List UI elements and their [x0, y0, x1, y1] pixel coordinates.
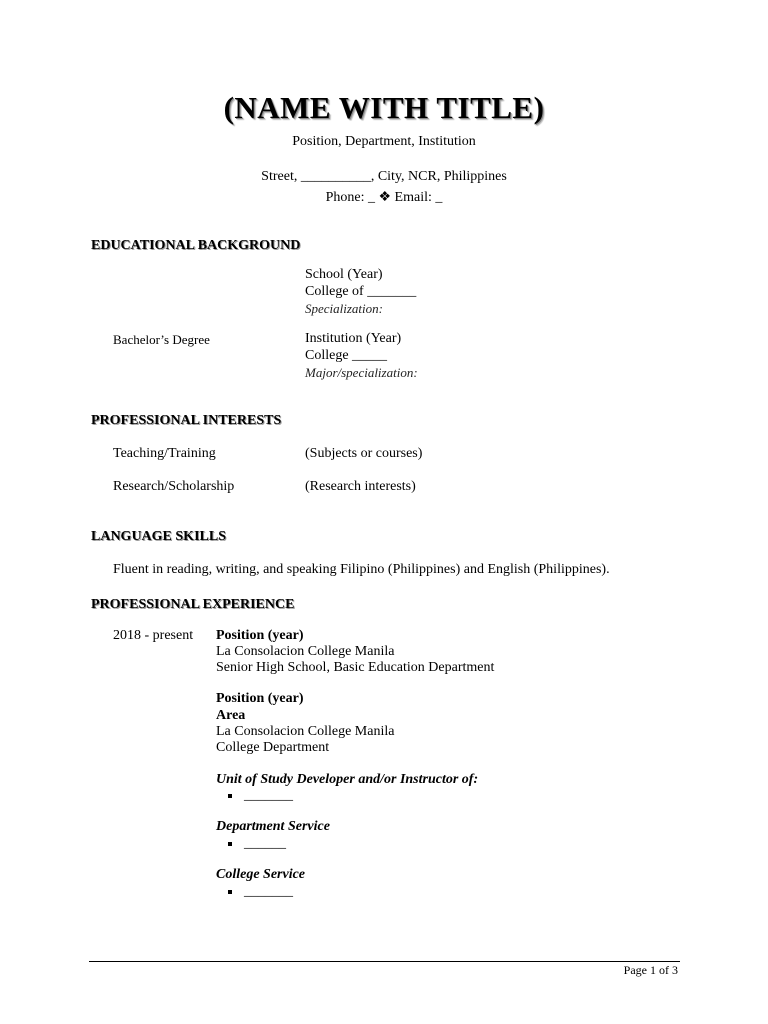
page-number: Page 1 of 3 [623, 963, 678, 977]
contact-line: Phone: _ ❖ Email: _ [325, 190, 443, 205]
education-school-2: Institution (Year) [305, 331, 402, 346]
experience-period: 2018 - present [113, 628, 194, 643]
bullet-icon [228, 794, 232, 798]
education-degree-2: Bachelor’s Degree [113, 332, 210, 347]
interest-label-research: Research/Scholarship [113, 479, 235, 494]
address-line: Street, __________, City, NCR, Philippines [261, 169, 507, 184]
education-heading: EDUCATIONAL BACKGROUND [91, 238, 301, 253]
job2-institution: La Consolacion College Manila [216, 724, 395, 739]
interests-heading: PROFESSIONAL INTERESTS [91, 413, 282, 428]
education-school-1: School (Year) [305, 267, 383, 282]
interest-label-teaching: Teaching/Training [113, 446, 216, 461]
position-line: Position, Department, Institution [292, 134, 476, 149]
bullet-icon [228, 842, 232, 846]
group-item-unit-of-study [228, 788, 293, 804]
education-note-1: Specialization: [305, 301, 383, 316]
education-college-1: College of _______ [305, 284, 417, 299]
job2-position: Position (year) [216, 691, 304, 706]
footer-divider [89, 961, 680, 962]
interest-value-teaching: (Subjects or courses) [305, 446, 423, 461]
group-title-college-service: College Service [216, 867, 306, 882]
language-heading: LANGUAGE SKILLS [91, 529, 226, 544]
group-item-text: _______ [244, 884, 293, 899]
name-with-title: (NAME WITH TITLE) [223, 90, 545, 125]
job1-unit: Senior High School, Basic Education Department [216, 660, 495, 675]
experience-heading: PROFESSIONAL EXPERIENCE [91, 597, 295, 612]
job2-area: Area [216, 708, 246, 723]
job1-position: Position (year) [216, 628, 304, 643]
education-note-2: Major/specialization: [305, 365, 418, 380]
group-title-department-service: Department Service [216, 819, 330, 834]
job1-institution: La Consolacion College Manila [216, 644, 395, 659]
education-college-2: College _____ [305, 348, 388, 363]
interest-value-research: (Research interests) [305, 479, 416, 494]
group-item-college-service [228, 884, 293, 900]
group-title-unit-of-study: Unit of Study Developer and/or Instructor of: [216, 772, 479, 787]
group-item-department-service [228, 836, 286, 852]
language-text: Fluent in reading, writing, and speaking Filipino (Philippines) and English (Philippines). [113, 562, 610, 577]
group-item-text: ______ [244, 836, 286, 851]
bullet-icon [228, 890, 232, 894]
job2-unit: College Department [216, 740, 330, 755]
group-item-text: _______ [244, 788, 293, 803]
